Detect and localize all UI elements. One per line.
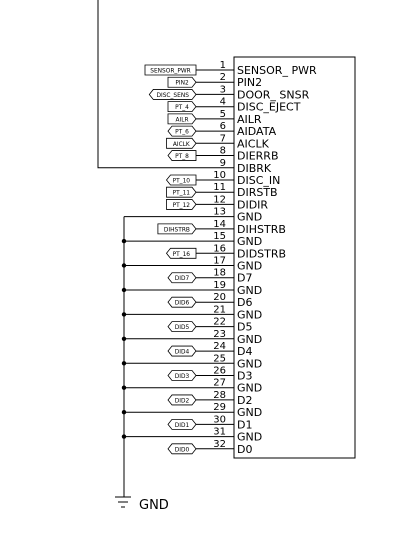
net-tag-label: DID4 bbox=[174, 347, 190, 356]
pin-name: DIHSTRB bbox=[237, 222, 286, 236]
pin-number: 26 bbox=[213, 365, 226, 377]
pin-name: GND bbox=[237, 357, 263, 371]
junction-dot bbox=[122, 434, 126, 438]
pin-number: 19 bbox=[213, 280, 226, 291]
pin-number: 1 bbox=[219, 60, 226, 71]
pin-number: 32 bbox=[213, 438, 226, 450]
pin-name: D1 bbox=[237, 418, 253, 432]
pin-name: DIBRK bbox=[237, 161, 272, 175]
net-tag-label: PT_11 bbox=[172, 188, 191, 197]
pin-name: DIDSTRB bbox=[237, 247, 287, 261]
pin-number: 12 bbox=[213, 194, 226, 206]
pin-number: 9 bbox=[219, 157, 226, 169]
net-tag-label: DID1 bbox=[174, 420, 190, 429]
pin-number: 22 bbox=[213, 316, 226, 328]
pin-number: 14 bbox=[213, 218, 226, 230]
pin-name: D6 bbox=[237, 296, 253, 310]
junction-dot bbox=[122, 239, 126, 243]
pin-number: 23 bbox=[213, 328, 226, 340]
pin-number: 16 bbox=[213, 243, 226, 255]
junction-dot bbox=[122, 361, 126, 365]
pin-number: 21 bbox=[213, 304, 226, 316]
net-tag-label: DID0 bbox=[174, 445, 190, 454]
net-tag-label: DID6 bbox=[174, 298, 190, 307]
net-tag-label: DISC_SENS bbox=[156, 90, 189, 99]
pin-name: SENSOR_ PWR bbox=[237, 64, 317, 77]
pin-number: 28 bbox=[213, 389, 226, 401]
pin-name: GND bbox=[237, 406, 263, 420]
pin-number: 4 bbox=[219, 96, 226, 108]
upper-signal-wire bbox=[98, 0, 234, 168]
net-tag-label: PT_6 bbox=[175, 127, 189, 136]
pin-name: GND bbox=[237, 259, 263, 273]
pin-number: 5 bbox=[219, 108, 226, 120]
net-tag-label: AILR bbox=[175, 115, 189, 124]
pin-number: 6 bbox=[219, 121, 226, 133]
pin-name: AILR bbox=[237, 112, 262, 126]
pin-name: DIRSTB bbox=[237, 186, 278, 200]
net-tag-label: AICLK bbox=[172, 139, 190, 148]
pin-name: PIN2 bbox=[237, 76, 263, 90]
pin-name: GND bbox=[237, 430, 263, 444]
pin-number: 29 bbox=[213, 402, 226, 414]
pin-name: D3 bbox=[237, 369, 253, 383]
pin-number: 30 bbox=[213, 414, 226, 426]
pin-number: 15 bbox=[213, 231, 226, 243]
net-tag-label: DID5 bbox=[174, 323, 190, 332]
pin-name: DIERRB bbox=[237, 149, 279, 163]
pin-name: D0 bbox=[237, 442, 253, 456]
net-tag-label: DID3 bbox=[174, 372, 190, 380]
pin-number: 10 bbox=[213, 170, 226, 181]
net-tag-label: PT_12 bbox=[172, 200, 191, 209]
junction-dot bbox=[122, 312, 126, 316]
pin-name: GND bbox=[237, 308, 263, 322]
net-tag-label: DID7 bbox=[174, 274, 190, 283]
junction-dot bbox=[122, 337, 126, 341]
net-tag-label: PT_10 bbox=[172, 176, 191, 185]
pin-name: D2 bbox=[237, 393, 253, 407]
pin-name: AIDATA bbox=[237, 125, 277, 139]
pin-number: 11 bbox=[213, 182, 226, 194]
pin-name: D7 bbox=[237, 271, 253, 285]
pin-number: 27 bbox=[213, 377, 226, 389]
junction-dot bbox=[122, 263, 126, 267]
pin-number: 18 bbox=[213, 267, 226, 279]
net-tag-label: DIHSTRB bbox=[163, 225, 190, 234]
pin-name: DIDIR bbox=[237, 198, 269, 212]
pin-name: GND bbox=[237, 235, 263, 249]
pin-number: 17 bbox=[213, 255, 226, 267]
pin-number: 20 bbox=[213, 292, 226, 304]
junction-dot bbox=[122, 410, 126, 414]
pin-number: 7 bbox=[219, 133, 226, 145]
pin-name: GND bbox=[237, 332, 263, 346]
net-tag-label: PT_4 bbox=[175, 103, 189, 112]
ground-symbol bbox=[115, 497, 169, 513]
junction-dot bbox=[122, 288, 126, 292]
pin-name: GND bbox=[237, 210, 263, 224]
pin-name: D5 bbox=[237, 320, 253, 334]
junction-dot bbox=[122, 386, 126, 390]
pin-name: DOOR_ SNSR bbox=[237, 88, 310, 102]
pin-name: GND bbox=[237, 381, 263, 395]
pin-number: 25 bbox=[213, 353, 226, 365]
pin-number: 24 bbox=[213, 341, 226, 353]
net-tag-label: SENSOR_PWR bbox=[150, 66, 191, 75]
ground-label: GND bbox=[139, 498, 169, 513]
pin-number: 13 bbox=[213, 206, 226, 218]
pin-name: AICLK bbox=[237, 137, 269, 151]
net-tag-label: PT_16 bbox=[172, 249, 191, 258]
pin-name: DISC_IN bbox=[237, 174, 281, 187]
pin-number: 8 bbox=[219, 145, 226, 157]
pin-name: GND bbox=[237, 284, 263, 297]
net-tag-label: DID2 bbox=[174, 396, 190, 405]
pin-number: 31 bbox=[213, 426, 226, 438]
pin-name: D4 bbox=[237, 345, 253, 359]
pin-number: 3 bbox=[219, 84, 226, 96]
pin-number: 2 bbox=[219, 72, 226, 84]
net-tag-label: PT_8 bbox=[175, 152, 189, 160]
net-tag-label: PIN2 bbox=[175, 78, 189, 87]
pin-name: DISC_EJECT bbox=[237, 100, 301, 114]
